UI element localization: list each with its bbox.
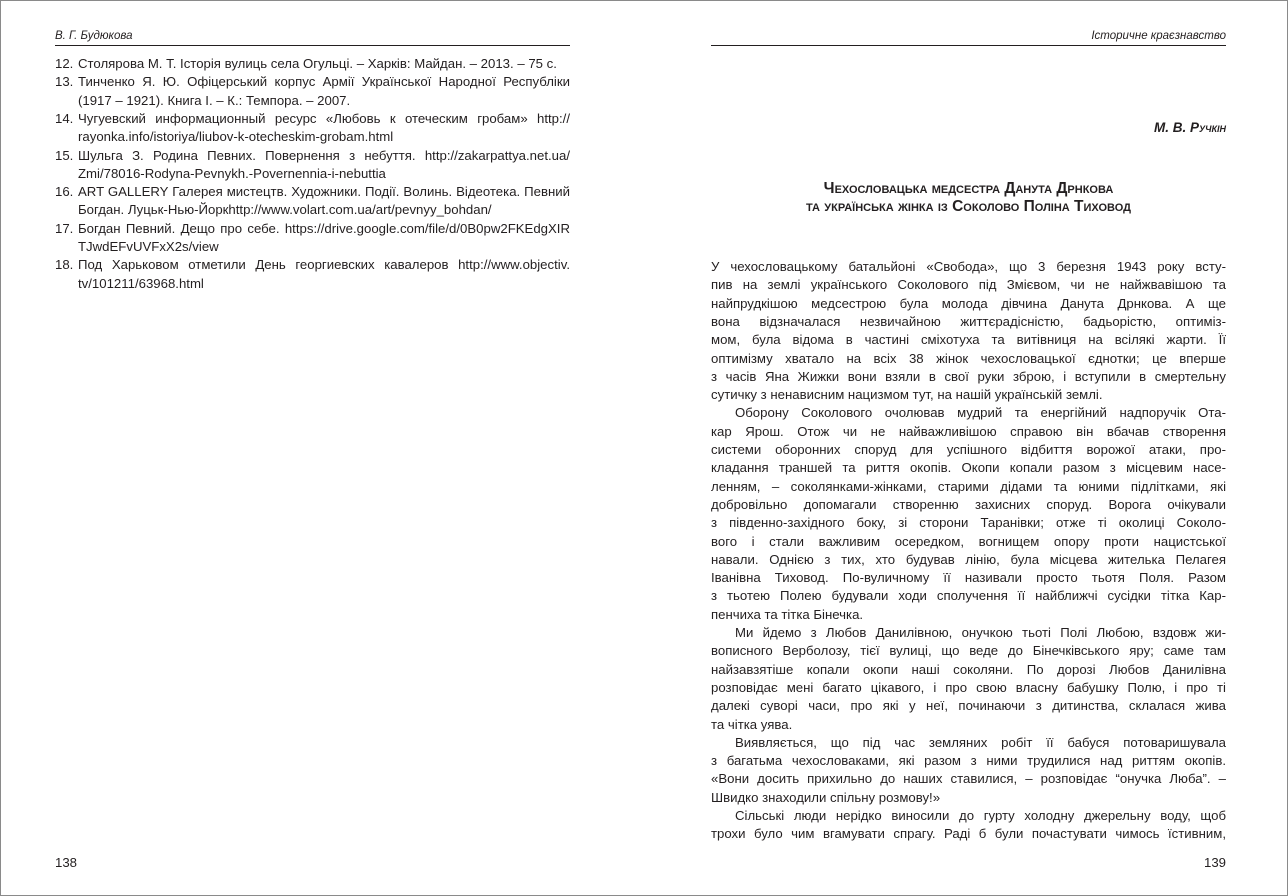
reference-line[interactable]: Под Харьковом отметили День георгиевских кавалеров http://www.objectiv. [78,257,570,273]
body-text-line: У чехословацькому батальйоні «Свобода», що 3 березня 1943 року всту- [711,259,1226,274]
body-text-line: вописного Верболозу, тієї вулиці, що веде до Бінечківського яру; саме там [711,643,1226,659]
body-text-line: Оборону Соколового очолював мудрий та енергійний надпоручік Ота- [735,405,1226,421]
body-text-line: кар Ярош. Отож чи не найважливішою справою він вбачав створення [711,423,1226,439]
right-running-head: Історичне краєзнавство [1091,30,1226,42]
body-text-line: з тьотею Полею будували ходи сполучення її найближчі сусідки тітка Кар- [711,588,1226,604]
body-text-line: Виявляється, що під час земляних робіт її бабуся потоваришувала [735,734,1226,750]
reference-line: ART GALLERY Галерея мистецтв. Художники. Події. Волинь. Відеотека. Певний [78,184,570,200]
title-line: та українська жінка із Соколово Поліна Тиховод [806,198,1131,215]
body-text-line: розповідає мені багато цікавого, і про свою власну бабушку Полю, і про ті [711,679,1226,695]
body-text-line: трохи було чим вгамувати спрагу. Раді б були почастувати чимось їстивним, [711,826,1226,842]
body-text-line: з часів Яна Жижки вони взяли в свої руки зброю, і вступили в смертельну [711,368,1226,384]
left-header-rule [55,45,570,46]
body-text-line: Сільські люди нерідко виносили до гурту холодну джерельну воду, щоб [735,808,1226,823]
body-text-line: з південно-західного боку, зі сторони Таранівки; отже ті околиці Соколо- [711,515,1226,531]
body-text-line: «Вони досить прихильно до наших ставилися, – розповідає “онучка Люба”. – [711,771,1226,787]
body-text-line: пенчиха та тітка Бінечка. [711,606,864,622]
body-text-line: Швидко знаходили спільну розмову!» [711,789,941,805]
body-text-line: добровільно допомагали створенню захисних споруд. Ворога очікували [711,496,1226,512]
left-running-head: В. Г. Будюкова [55,30,133,42]
reference-number: 16. [55,184,74,200]
body-text-line: оптимізму хватало на всіх 38 жінок чехословацької єднотки; це вперше [711,350,1226,366]
reference-line[interactable]: Шульга З. Родина Певних. Повернення з небуття. http://zakarpattya.net.ua/ [78,147,570,163]
body-text-line: далекі суворі часи, про які у неї, починаючи з дитинства, склалася жива [711,698,1226,714]
right-header-rule [711,45,1226,46]
reference-line[interactable]: Чугуевский информационный ресурс «Любовь к отеческим гробам» http:// [78,110,570,126]
reference-number: 14. [55,110,74,126]
reference-line: Тинченко Я. Ю. Офіцерський корпус Армії Української Народної Республіки [78,74,570,90]
body-text-line: вого і стали важливим осередком, вогнищем опору проти нацистської [711,533,1226,549]
body-text-line: сутичку з ненависним нацизмом тут, на нашій українській землі. [711,387,1103,403]
body-text-line: ленням, – соколянками-жінками, старими дідами та юними підлітками, які [711,478,1226,494]
reference-line: tv/101211/63968.html [78,275,204,291]
body-text-line: вона відзначалася незвичайною життєрадісністю, бадьорістю, оптиміз- [711,313,1226,329]
body-text-line: Іванівна Тиховод. По-вуличному її називали просто тьотя Поля. Разом [711,570,1226,586]
reference-line: TJwdEFvUVFxX2s/view [78,239,219,254]
reference-line: Zmi/78016-Rodyna-Pevnykh.-Povernennia-i-nebuttia [78,165,386,181]
reference-number: 13. [55,74,74,90]
body-text-line: найзавзятіше копали окопи наші соколяни. По дорозі Любов Данилівна [711,661,1226,677]
body-text-line: пив на землі українського Соколового під Змієвом, чи не найжвавішою та [711,277,1226,293]
title-line: Чехословацька медсестра Данута Дрнкова [823,180,1114,197]
left-page-number: 138 [55,855,78,870]
body-text-line: з багатьма чехословаками, які разом з ними трудилися над риттям окопів. [711,753,1226,769]
body-text-line: кладання траншей та риття окопів. Окопи копали разом з місцевим насе- [711,460,1226,476]
body-text-line: системи оборонних споруд для успішного відбиття ворожої атаки, про- [711,442,1226,457]
reference-line: (1917 – 1921). Книга I. – К.: Темпора. – 2007. [78,92,351,108]
reference-line: rayonka.info/istoriya/liubov-k-otecheskim-grobam.html [78,129,394,145]
article-author: М. В. Ручкін [1153,120,1226,135]
body-text-line: навали. Однією з тих, хто будував лінію, була місцева жителька Пелагея [711,551,1226,567]
body-text-line: найпрудкішою медсестрою була молода дівчина Данута Дрнкова. А ще [711,295,1226,311]
reference-line[interactable]: Богдан. Луцьк-Нью-Йоркhttp://www.volart.com.ua/art/pevnyy_bohdan/ [78,202,492,218]
body-text-line: та чітка уява. [711,716,793,732]
reference-number: 15. [55,147,74,163]
reference-line: Столярова М. Т. Історія вулиць села Огульці. – Харків: Майдан. – 2013. – 75 с. [78,56,557,71]
body-text-line: Ми йдемо з Любов Данилівною, онучкою тьоті Полі Любою, вздовж жи- [735,625,1226,640]
reference-line[interactable]: Богдан Певний. Дещо про себе. https://drive.google.com/file/d/0B0pw2FKEdgXIR [78,220,570,236]
reference-number: 12. [55,56,74,71]
reference-number: 18. [55,257,74,273]
right-page-number: 139 [1203,855,1226,870]
reference-number: 17. [55,220,74,236]
body-text-line: мом, була відома в частині сміхотуха та витівниця на всілякі жарти. Її [711,332,1226,348]
article-title [711,180,1226,216]
